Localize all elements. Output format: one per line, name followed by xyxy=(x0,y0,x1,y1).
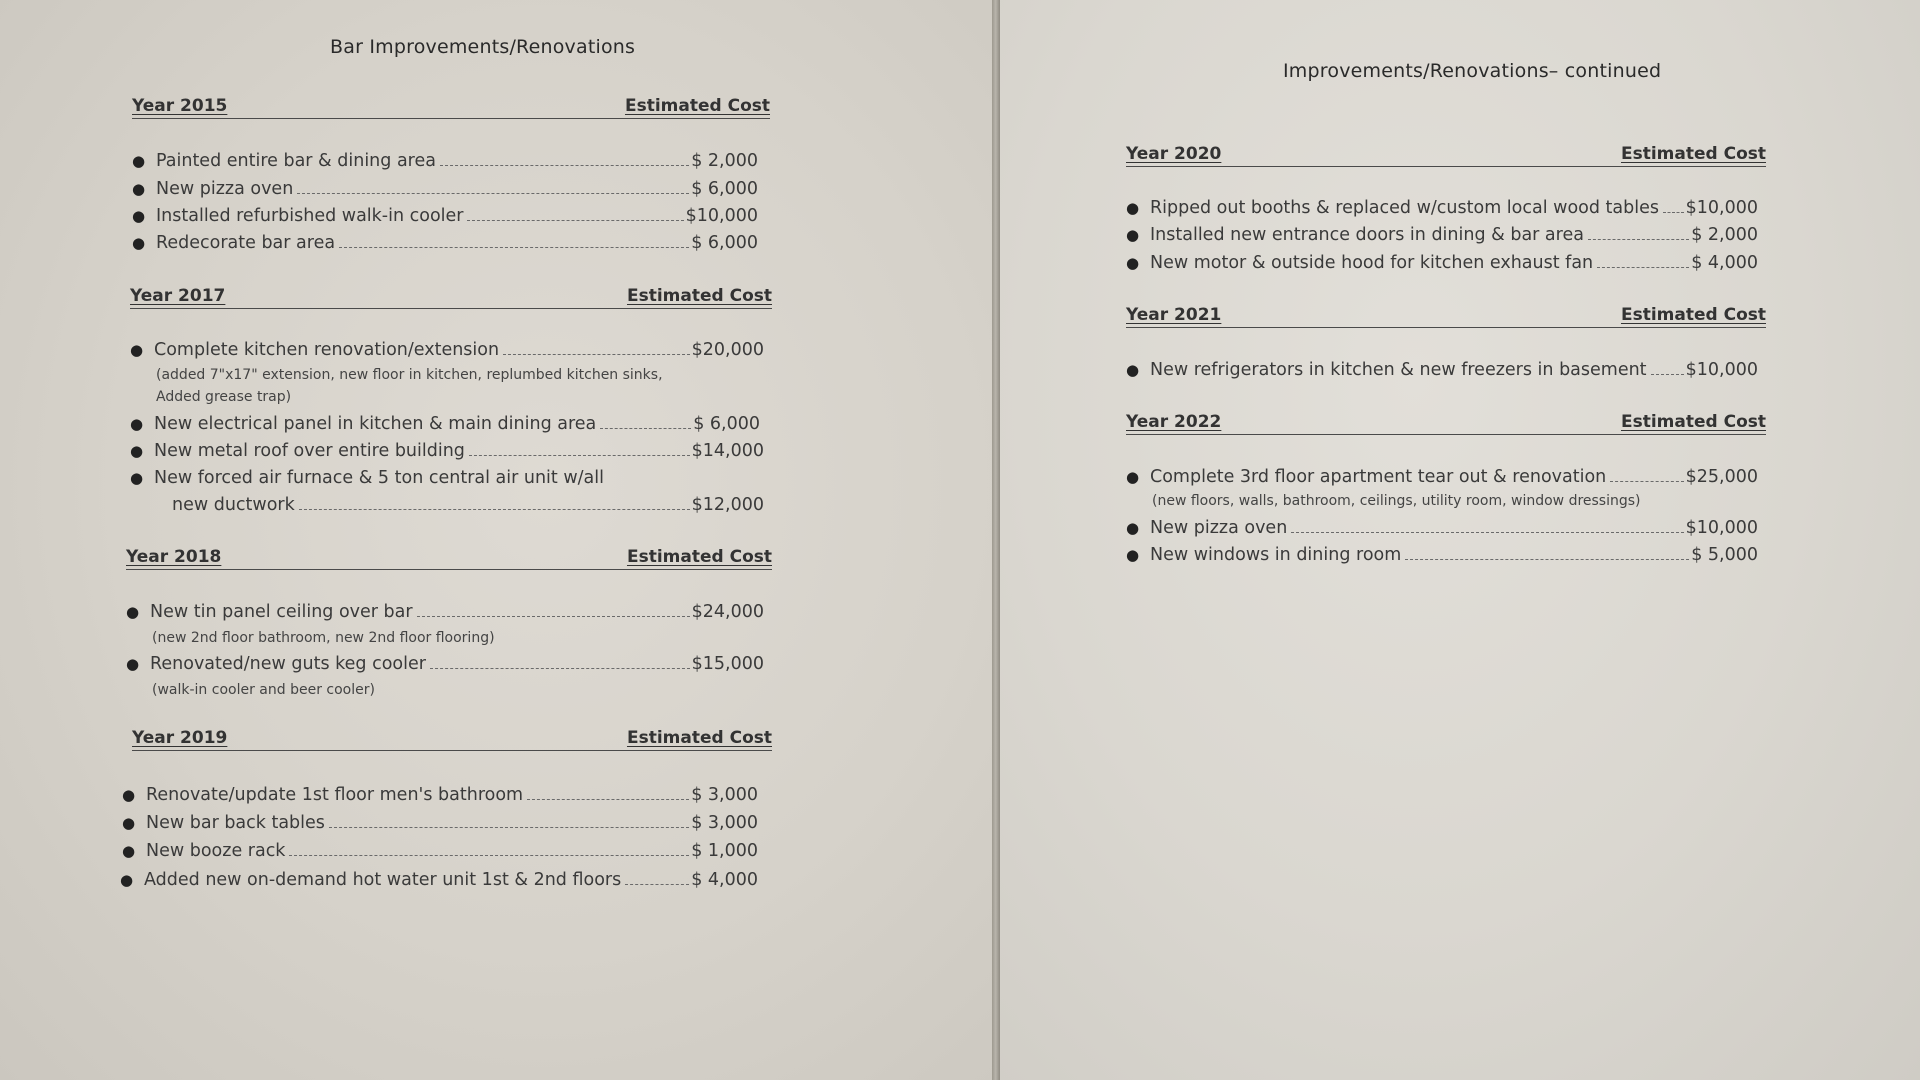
cost-column-header: Estimated Cost xyxy=(1620,144,1766,164)
section-header-2017 xyxy=(130,285,772,309)
cost-column-header: Estimated Cost xyxy=(626,728,772,748)
year-label: Year 2017 xyxy=(130,286,226,306)
item-label: Redecorate bar area xyxy=(156,233,336,253)
item-label: New refrigerators in kitchen & new freezers in basement xyxy=(1150,360,1647,380)
item-cost: $ 1,000 xyxy=(691,841,758,861)
page-title: Improvements/Renovations– continued xyxy=(1283,60,1662,82)
item-label: New bar back tables xyxy=(146,813,325,833)
leader-line xyxy=(1291,532,1683,533)
bullet-icon: ● xyxy=(132,152,146,170)
bullet-icon: ● xyxy=(132,207,146,225)
item-label: New tin panel ceiling over bar xyxy=(150,602,413,622)
list-item xyxy=(130,339,764,361)
item-note: (new floors, walls, bathroom, ceilings, utility room, window dressings) xyxy=(1152,493,1641,509)
item-label: New metal roof over entire building xyxy=(154,441,465,461)
bullet-icon: ● xyxy=(1126,468,1140,486)
bullet-icon: ● xyxy=(130,442,144,460)
year-label: Year 2022 xyxy=(1126,412,1222,432)
item-label: New windows in dining room xyxy=(1150,545,1402,565)
item-label: New booze rack xyxy=(146,841,286,861)
bullet-icon: ● xyxy=(130,415,144,433)
year-label: Year 2018 xyxy=(126,547,222,567)
page-divider xyxy=(992,0,1000,1080)
item-cost: $10,000 xyxy=(685,206,758,226)
item-label-continuation: new ductwork xyxy=(172,495,295,515)
cost-column-header: Estimated Cost xyxy=(1620,412,1766,432)
cost-column-header: Estimated Cost xyxy=(624,96,770,116)
item-label: New electrical panel in kitchen & main dining area xyxy=(154,414,597,434)
item-note: (walk-in cooler and beer cooler) xyxy=(152,682,375,698)
leader-line xyxy=(1405,559,1689,560)
list-item xyxy=(1126,224,1758,246)
leader-line xyxy=(600,428,691,429)
list-item xyxy=(1126,466,1758,488)
item-label: Renovated/new guts keg cooler xyxy=(150,654,426,674)
item-cost: $15,000 xyxy=(691,654,764,674)
list-item xyxy=(1126,252,1758,274)
section-header-2019 xyxy=(132,727,772,751)
item-label: Painted entire bar & dining area xyxy=(156,151,436,171)
item-cost: $ 4,000 xyxy=(1691,253,1758,273)
item-label: Renovate/update 1st floor men's bathroom xyxy=(146,785,524,805)
leader-line xyxy=(1663,212,1684,213)
bullet-icon: ● xyxy=(122,814,136,832)
item-cost: $10,000 xyxy=(1685,198,1758,218)
item-cost: $ 5,000 xyxy=(1691,545,1758,565)
bullet-icon: ● xyxy=(1126,361,1140,379)
section-header-2022 xyxy=(1126,411,1766,435)
list-item xyxy=(122,784,758,806)
item-label: Installed refurbished walk-in cooler xyxy=(156,206,464,226)
leader-line xyxy=(469,455,690,456)
item-cost: $ 3,000 xyxy=(691,813,758,833)
item-note: Added grease trap) xyxy=(156,389,292,405)
item-cost: $ 2,000 xyxy=(1691,225,1758,245)
cost-column-header: Estimated Cost xyxy=(1620,305,1766,325)
list-item-continuation xyxy=(172,494,764,516)
item-cost: $ 2,000 xyxy=(691,151,758,171)
section-header-2020 xyxy=(1126,143,1766,167)
list-item xyxy=(132,232,758,254)
item-cost: $ 4,000 xyxy=(691,870,758,890)
bullet-icon: ● xyxy=(1126,226,1140,244)
list-item xyxy=(122,840,758,862)
leader-line xyxy=(440,165,689,166)
item-cost: $ 6,000 xyxy=(691,233,758,253)
item-cost: $24,000 xyxy=(691,602,764,622)
item-cost: $20,000 xyxy=(691,340,764,360)
year-label: Year 2019 xyxy=(132,728,228,748)
list-item xyxy=(126,601,764,623)
leader-line xyxy=(1588,239,1689,240)
leader-line xyxy=(625,884,689,885)
bullet-icon: ● xyxy=(122,786,136,804)
list-item xyxy=(132,178,758,200)
bullet-icon: ● xyxy=(126,655,140,673)
item-cost: $12,000 xyxy=(691,495,764,515)
list-item xyxy=(130,467,604,489)
item-cost: $ 6,000 xyxy=(691,179,758,199)
section-header-2021 xyxy=(1126,304,1766,328)
bullet-icon: ● xyxy=(122,842,136,860)
leader-line xyxy=(339,247,689,248)
item-cost: $14,000 xyxy=(691,441,764,461)
bullet-icon: ● xyxy=(1126,254,1140,272)
item-label: Complete kitchen renovation/extension xyxy=(154,340,500,360)
item-cost: $ 6,000 xyxy=(693,414,760,434)
item-label: Ripped out booths & replaced w/custom local wood tables xyxy=(1150,198,1659,218)
bullet-icon: ● xyxy=(1126,519,1140,537)
leader-line xyxy=(1610,481,1683,482)
page-title: Bar Improvements/Renovations xyxy=(330,36,636,58)
leader-line xyxy=(299,509,690,510)
item-label: New pizza oven xyxy=(156,179,294,199)
leader-line xyxy=(289,855,689,856)
leader-line xyxy=(1651,374,1684,375)
list-item xyxy=(1126,359,1758,381)
item-cost: $25,000 xyxy=(1685,467,1758,487)
leader-line xyxy=(417,616,690,617)
item-cost: $10,000 xyxy=(1685,518,1758,538)
item-cost: $ 3,000 xyxy=(691,785,758,805)
year-label: Year 2020 xyxy=(1126,144,1222,164)
item-label: Added new on-demand hot water unit 1st & 2nd floors xyxy=(144,870,622,890)
list-item xyxy=(122,812,758,834)
item-label: New forced air furnace & 5 ton central air unit w/all xyxy=(154,468,605,488)
list-item xyxy=(132,205,758,227)
leader-line xyxy=(467,220,683,221)
bullet-icon: ● xyxy=(126,603,140,621)
leader-line xyxy=(430,668,690,669)
item-note: (added 7"x17" extension, new floor in kitchen, replumbed kitchen sinks, xyxy=(156,367,663,383)
list-item xyxy=(1126,197,1758,219)
leader-line xyxy=(1597,267,1689,268)
item-note: (new 2nd floor bathroom, new 2nd floor flooring) xyxy=(152,630,495,646)
leader-line xyxy=(503,354,690,355)
year-label: Year 2021 xyxy=(1126,305,1222,325)
list-item xyxy=(130,440,764,462)
leader-line xyxy=(527,799,689,800)
leader-line xyxy=(329,827,689,828)
cost-column-header: Estimated Cost xyxy=(626,286,772,306)
item-label: Complete 3rd floor apartment tear out & renovation xyxy=(1150,467,1607,487)
bullet-icon: ● xyxy=(132,234,146,252)
bullet-icon: ● xyxy=(120,871,134,889)
item-cost: $10,000 xyxy=(1685,360,1758,380)
list-item xyxy=(1126,544,1758,566)
bullet-icon: ● xyxy=(130,341,144,359)
bullet-icon: ● xyxy=(130,469,144,487)
bullet-icon: ● xyxy=(132,180,146,198)
list-item xyxy=(1126,517,1758,539)
bullet-icon: ● xyxy=(1126,546,1140,564)
leader-line xyxy=(297,193,689,194)
list-item xyxy=(130,413,760,435)
section-header-2015 xyxy=(132,95,770,119)
section-header-2018 xyxy=(126,546,772,570)
cost-column-header: Estimated Cost xyxy=(626,547,772,567)
item-label: New pizza oven xyxy=(1150,518,1288,538)
list-item xyxy=(126,653,764,675)
year-label: Year 2015 xyxy=(132,96,228,116)
right-page xyxy=(1000,0,1920,1080)
item-label: Installed new entrance doors in dining & bar area xyxy=(1150,225,1584,245)
bullet-icon: ● xyxy=(1126,199,1140,217)
item-label: New motor & outside hood for kitchen exhaust fan xyxy=(1150,253,1594,273)
list-item xyxy=(132,150,758,172)
list-item xyxy=(120,869,758,891)
